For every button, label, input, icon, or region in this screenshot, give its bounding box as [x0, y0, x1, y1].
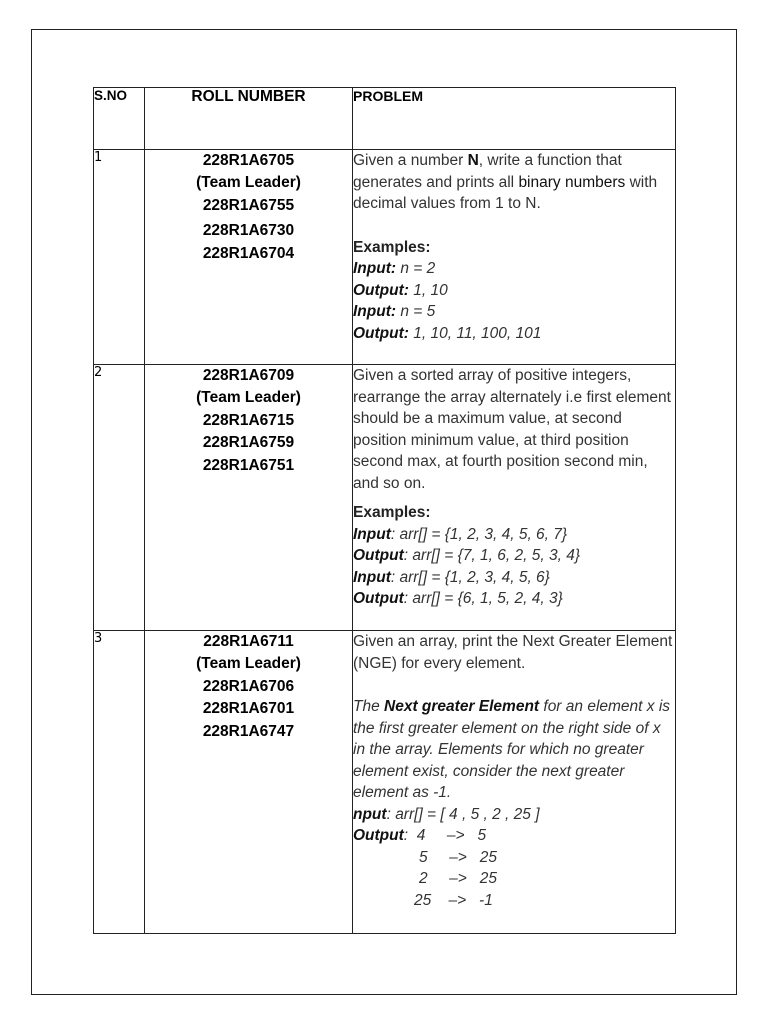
problem-description: Given an array, print the Next Greater Element (NGE) for every element.: [353, 633, 673, 672]
team-leader-label: (Team Leader): [196, 174, 301, 192]
team-leader-label: (Team Leader): [196, 389, 301, 407]
roll-number-cell: [145, 631, 353, 934]
header-roll-number: ROLL NUMBER: [145, 88, 353, 150]
table-row: [94, 365, 676, 631]
examples-title: Examples:: [353, 504, 431, 521]
row-sno: 3: [94, 631, 145, 934]
example-line: Input: n = 5: [353, 303, 436, 320]
problem-description: Given a sorted array of positive integers, rearrange the array alternately i.e first element should be a maximum value, at second position minimum value, at third position second max, at fourth position second min, and so on.: [353, 367, 671, 492]
roll-number: 228R1A6706: [202, 677, 295, 695]
table-header-row: [94, 88, 676, 150]
roll-number: 228R1A6704: [202, 244, 295, 262]
roll-number: 228R1A6751: [202, 456, 295, 474]
example-line: Input: n = 2: [353, 260, 436, 277]
example-line: Output: arr[] = {7, 1, 6, 2, 5, 3, 4}: [353, 547, 581, 564]
row-sno: 2: [94, 365, 145, 631]
roll-number: 228R1A6701: [202, 700, 295, 718]
example-line: Input: arr[] = {1, 2, 3, 4, 5, 6}: [353, 568, 550, 586]
output-line: 25 –> -1: [414, 891, 493, 909]
example-line: Output: arr[] = {6, 1, 5, 2, 4, 3}: [353, 590, 563, 607]
problem-table: [93, 87, 676, 934]
roll-number: 228R1A6705: [202, 152, 295, 169]
roll-number-cell: [145, 150, 353, 365]
table-row: [94, 150, 676, 365]
roll-number: 228R1A6715: [202, 411, 295, 429]
roll-number: 228R1A6709: [202, 367, 295, 384]
output-line: 5 –> 25: [419, 848, 497, 866]
team-leader-label: (Team Leader): [196, 655, 301, 673]
nge-definition: The Next greater Element for an element x is the first greater element on the right side of x in the array. Elements for which no greater element exist, consider the next greater element as -1.: [353, 698, 671, 801]
roll-number: 228R1A6747: [202, 722, 295, 740]
problem-cell: [353, 150, 676, 365]
example-line: Output: 4 –> 5: [353, 827, 487, 844]
problem-cell: [353, 631, 676, 934]
example-line: Output: 1, 10: [353, 281, 448, 299]
row-sno: 1: [94, 150, 145, 365]
table-row: [94, 631, 676, 934]
problem-description: Given a number N, write a function that generates and prints all binary numbers with decimal values from 1 to N.: [353, 152, 658, 212]
header-problem: PROBLEM: [353, 88, 676, 150]
roll-number: 228R1A6711: [203, 633, 294, 650]
roll-number: 228R1A6730: [202, 222, 295, 240]
problem-cell: [353, 365, 676, 631]
examples-title: Examples:: [353, 238, 431, 256]
example-line: nput: arr[] = [ 4 , 5 , 2 , 25 ]: [353, 805, 540, 823]
roll-number: 228R1A6755: [202, 196, 295, 214]
example-line: Input: arr[] = {1, 2, 3, 4, 5, 6, 7}: [353, 525, 568, 543]
roll-number: 228R1A6759: [202, 434, 295, 452]
roll-number-cell: [145, 365, 353, 631]
output-line: 2 –> 25: [419, 870, 497, 887]
example-line: Output: 1, 10, 11, 100, 101: [353, 324, 542, 342]
header-sno: S.NO: [94, 88, 145, 150]
